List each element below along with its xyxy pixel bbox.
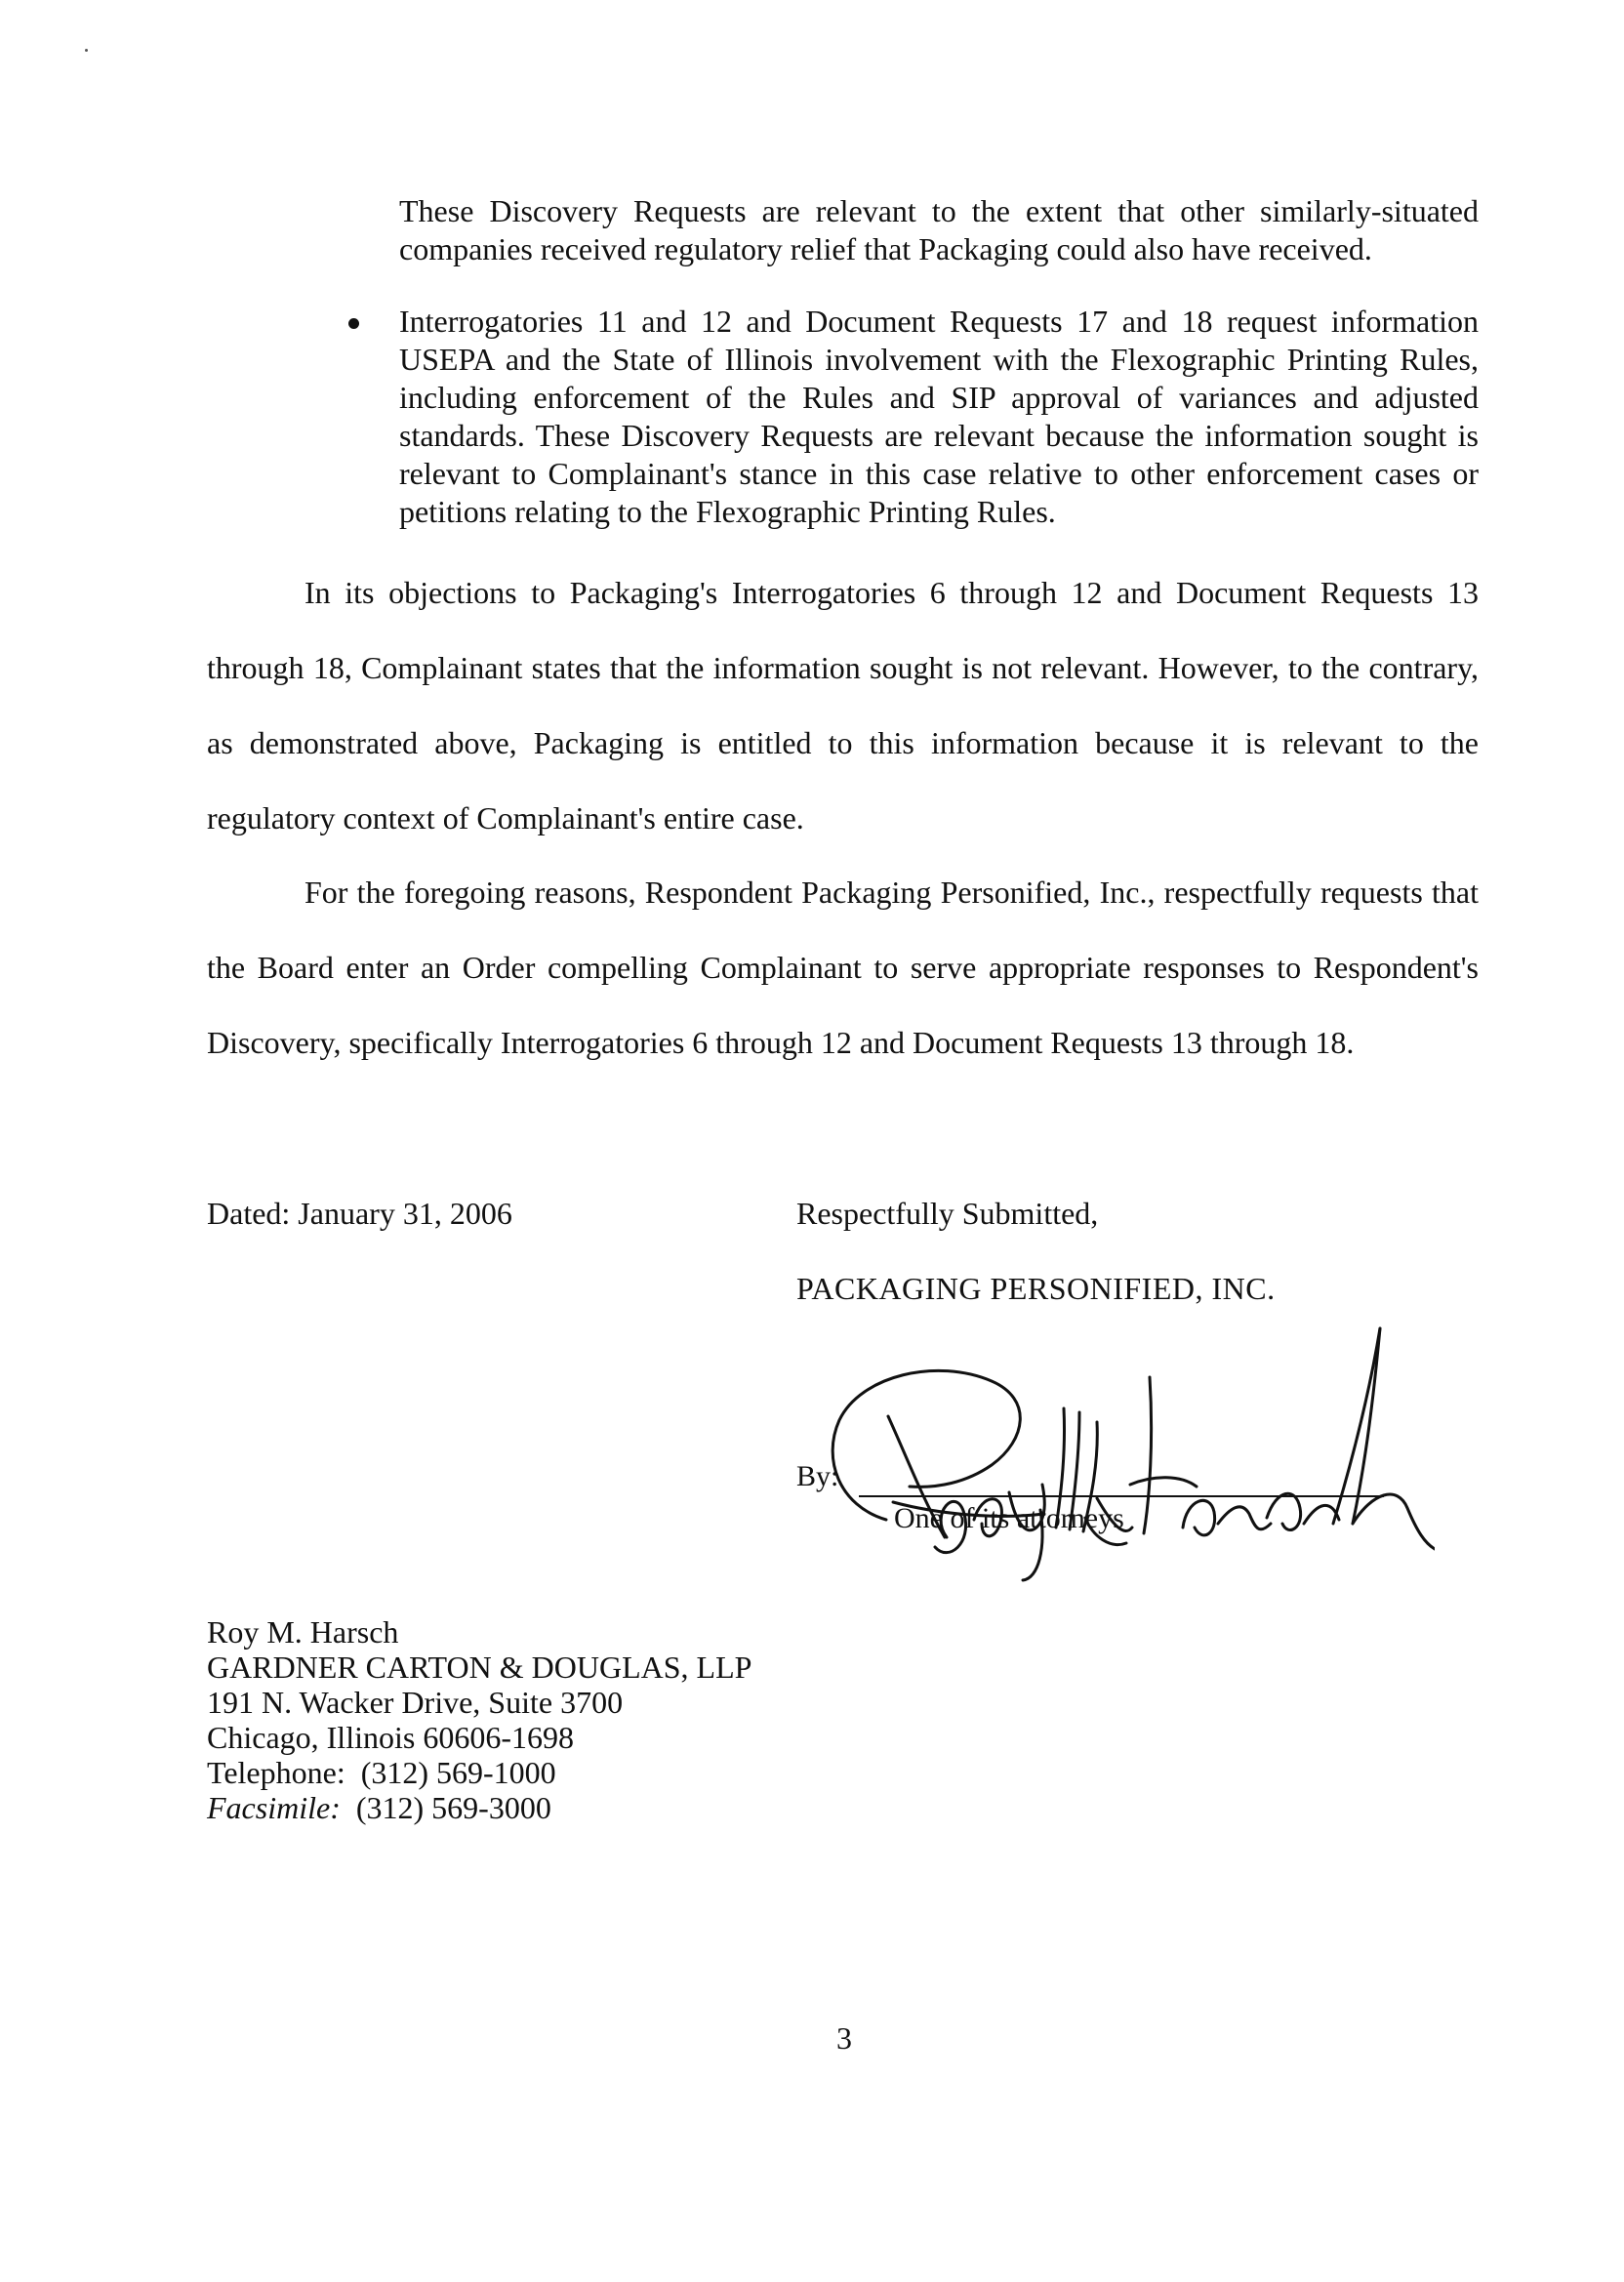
conclusion-paragraph: For the foregoing reasons, Respondent Packaging Personified, Inc., respectfully requests that the Board enter an Order compelling Complainant to serve appropriate responses to Respondent's Discovery, specifically Interrogatories 6 through 12 and Document Requests 13 through 18.: [207, 875, 1479, 1060]
city-state-zip: Chicago, Illinois 60606-1698: [207, 1720, 574, 1755]
attorney-address-block: [207, 1614, 751, 1825]
objections-paragraph: In its objections to Packaging's Interrogatories 6 through 12 and Document Requests 13 through 18, Complainant states that the information sought is not relevant. However, to the contrary, as demonstrated above, Packaging is entitled to this information because it is relevant to the regulatory context of Complainant's entire case.: [207, 575, 1479, 835]
date-line: Dated: January 31, 2006: [207, 1196, 512, 1231]
attorney-name: Roy M. Harsch: [207, 1614, 399, 1650]
telephone-label: Telephone:: [207, 1755, 345, 1790]
scan-speck: [85, 49, 88, 52]
telephone-number: (312) 569-1000: [360, 1755, 556, 1790]
fax-label: Facsimile:: [207, 1790, 341, 1825]
signature-caption: One of its attorneys: [894, 1502, 1124, 1534]
signature-line: [859, 1495, 1384, 1497]
law-firm-name: GARDNER CARTON & DOUGLAS, LLP: [207, 1650, 752, 1685]
telephone-line: [207, 1755, 751, 1790]
bullet-icon: [348, 318, 359, 329]
respectfully-submitted: Respectfully Submitted,: [796, 1196, 1099, 1231]
intro-paragraph: These Discovery Requests are relevant to the extent that other similarly-situated companies received regulatory relief that Packaging could also have received.: [399, 193, 1479, 266]
bullet-text: Interrogatories 11 and 12 and Document Requests 17 and 18 request information USEPA and the State of Illinois involvement with the Flexographic Printing Rules, including enforcement of the Rules and SIP approval of variances and adjusted standards. These Discovery Requests are relevant because the information sought is relevant to Complainant's stance in this case relative to other enforcement cases or petitions relating to the Flexographic Printing Rules.: [399, 304, 1479, 529]
fax-line: [207, 1790, 751, 1825]
handwritten-signature: [800, 1293, 1435, 1591]
street-address: 191 N. Wacker Drive, Suite 3700: [207, 1685, 624, 1720]
page-number: 3: [836, 2020, 852, 2056]
company-name: PACKAGING PERSONIFIED, INC.: [796, 1271, 1276, 1306]
fax-number: (312) 569-3000: [355, 1790, 551, 1825]
by-label: By:: [796, 1460, 839, 1492]
bullet-item: [399, 303, 1479, 531]
